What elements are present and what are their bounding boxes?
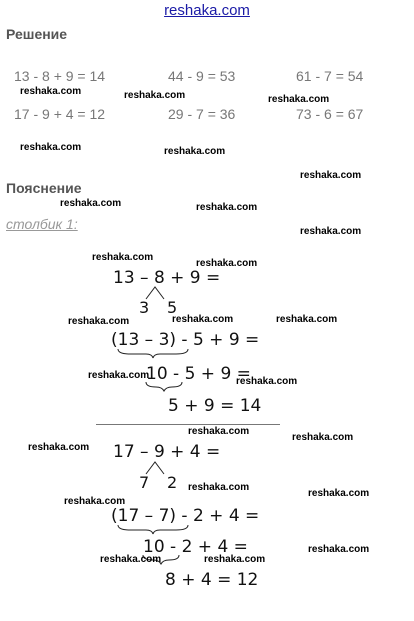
example1-split-left: 3 (139, 298, 150, 317)
watermark: reshaka.com (20, 142, 82, 153)
example1-line1: 13 – 8 + 9 = (113, 268, 221, 288)
watermark: reshaka.com (268, 94, 330, 105)
solution-heading: Решение (6, 26, 68, 42)
watermark: reshaka.com (172, 314, 234, 325)
watermark: reshaka.com (20, 86, 82, 97)
equation: 29 - 7 = 36 (168, 106, 236, 122)
watermark: reshaka.com (300, 170, 362, 181)
underline-brace (146, 382, 182, 391)
watermark: reshaka.com (236, 376, 298, 387)
example1-line2: (13 – 3) - 5 + 9 = (111, 330, 260, 350)
watermark: reshaka.com (88, 370, 150, 381)
watermark: reshaka.com (196, 258, 258, 269)
example2-line4: 8 + 4 = 12 (165, 570, 259, 590)
equation: 13 - 8 + 9 = 14 (14, 68, 106, 84)
column-title: столбик 1: (6, 216, 78, 232)
example2-line2: (17 – 7) - 2 + 4 = (111, 506, 260, 526)
example2-split-right: 2 (167, 473, 178, 492)
underline-brace (118, 349, 188, 358)
equation: 73 - 6 = 67 (296, 106, 364, 122)
watermark: reshaka.com (64, 496, 126, 507)
watermark: reshaka.com (204, 554, 266, 565)
watermark: reshaka.com (28, 442, 90, 453)
watermark: reshaka.com (308, 488, 370, 499)
watermark: reshaka.com (300, 226, 362, 237)
watermark: reshaka.com (188, 426, 250, 437)
watermark: reshaka.com (276, 314, 338, 325)
example2-line3: 10 - 2 + 4 = (143, 537, 248, 557)
example2-split-left: 7 (139, 473, 150, 492)
split-caret (146, 462, 164, 474)
equation: 61 - 7 = 54 (296, 68, 364, 84)
example2-line1: 17 – 9 + 4 = (113, 442, 221, 462)
example1-split-right: 5 (167, 298, 178, 317)
example1-line3: 10 - 5 + 9 = (146, 364, 251, 384)
watermark: reshaka.com (196, 202, 258, 213)
watermark: reshaka.com (188, 482, 250, 493)
watermark: reshaka.com (308, 544, 370, 555)
watermark: reshaka.com (124, 90, 186, 101)
underline-brace (118, 525, 188, 534)
watermark: reshaka.com (100, 554, 162, 565)
equation: 17 - 9 + 4 = 12 (14, 106, 106, 122)
watermark: reshaka.com (164, 146, 226, 157)
example1-line4: 5 + 9 = 14 (168, 396, 262, 416)
watermark: reshaka.com (60, 198, 122, 209)
watermark: reshaka.com (292, 432, 354, 443)
explanation-heading: Пояснение (6, 180, 82, 196)
watermark: reshaka.com (68, 316, 130, 327)
equation: 44 - 9 = 53 (168, 68, 236, 84)
split-caret (146, 287, 164, 299)
site-link[interactable]: reshaka.com (164, 2, 250, 19)
watermark: reshaka.com (92, 252, 154, 263)
